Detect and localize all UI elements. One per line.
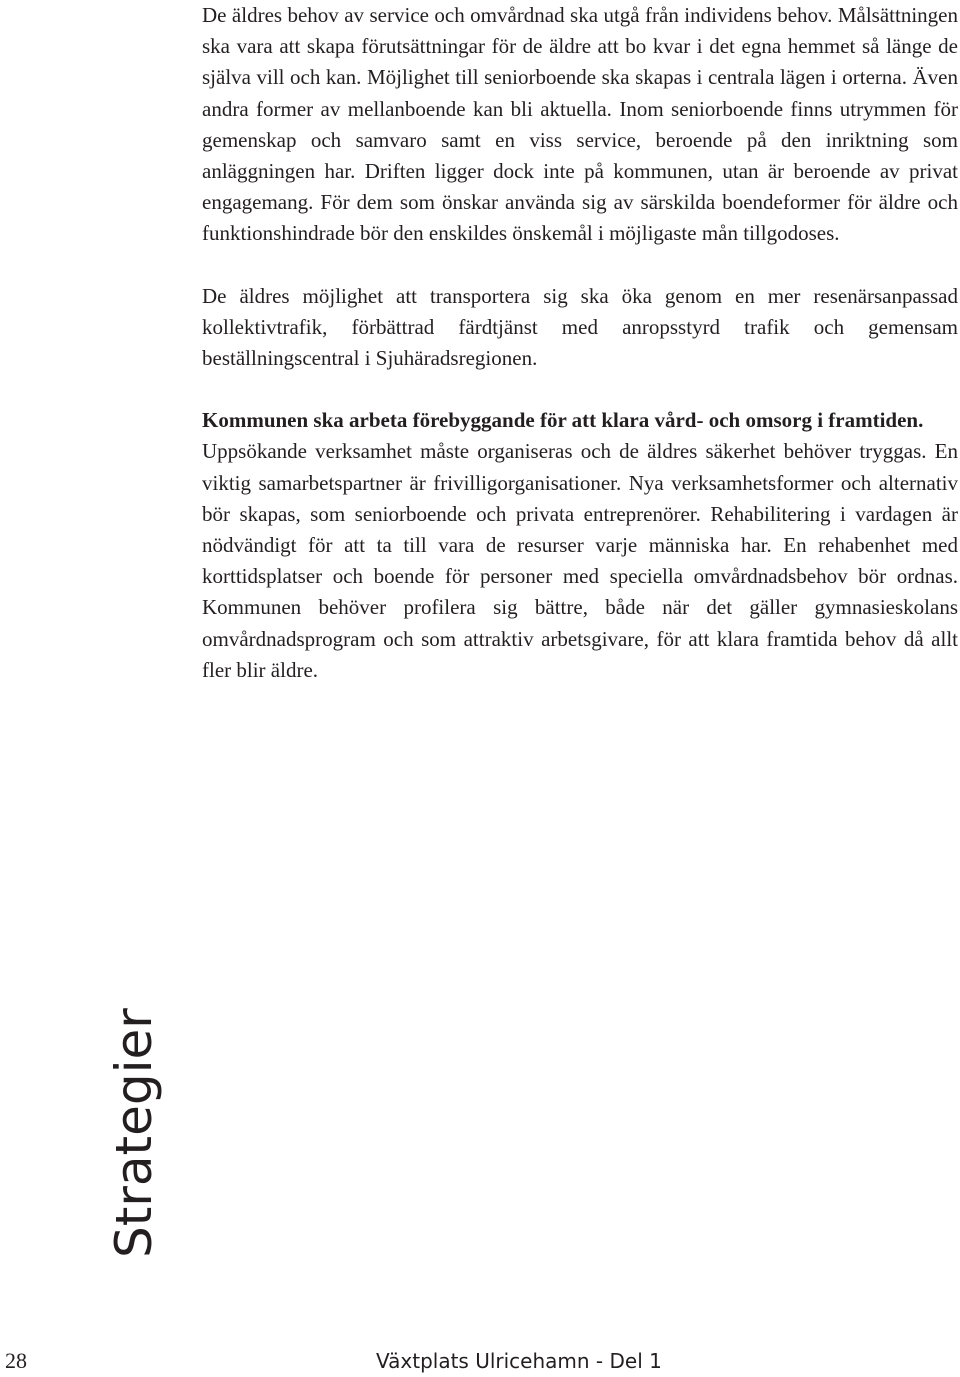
paragraph-prevention: Uppsökande verksamhet måste organiseras och de äldres säkerhet behöver tryggas. En viktig samarbetspartner är frivilligorganisationer. Nya verksamhetsformer och alternativ bör skapas, som seniorboende och privata entreprenörer. Rehabilitering i vardagen är nödvändigt för att ta till vara de resurser varje människa har. En rehabenhet med korttidsplatser och boende för personer med speciella omvårdnadsbehov bör ordnas. Kommunen behöver profilera sig bättre, både när det gäller gymnasieskolans omvårdnadsprogram och som attraktiv arbetsgivare, för att klara framtida behov då allt fler blir äldre.	[202, 439, 958, 682]
section-side-label: Strategier	[105, 1008, 163, 1258]
footer-title: Växtplats Ulricehamn - Del 1	[376, 1349, 662, 1373]
paragraph-transport: De äldres möjlighet att transportera sig ska öka genom en mer resenärsanpassad kollektivtrafik, förbättrad färdtjänst med anropsstyrd trafik och gemensam beställningscentral i Sjuhäradsregionen.	[202, 283, 958, 371]
document-body	[202, 0, 958, 686]
page-number: 28	[5, 1348, 27, 1373]
section-heading: Kommunen ska arbeta förebyggande för att klara vård- och omsorg i framtiden.	[202, 408, 924, 433]
paragraph-service: De äldres behov av service och omvårdnad ska utgå från individens behov. Målsättningen ska vara att skapa förutsättningar för de äldre att bo kvar i det egna hemmet så länge de själva vill och kan. Möjlighet till seniorboende ska skapas i centrala lägen i orterna. Även andra former av mellanboende kan bli aktuella. Inom seniorboende finns utrymmen för gemenskap och samvaro samt en viss service, beroende på den inriktning som anläggningen har. Driften ligger dock inte på kommunen, utan är beroende av privat engagemang. För dem som önskar använda sig av särskilda boendeformer för äldre och funktionshindrade bör den enskildes önskemål i möjligaste mån tillgodoses.	[202, 3, 958, 246]
